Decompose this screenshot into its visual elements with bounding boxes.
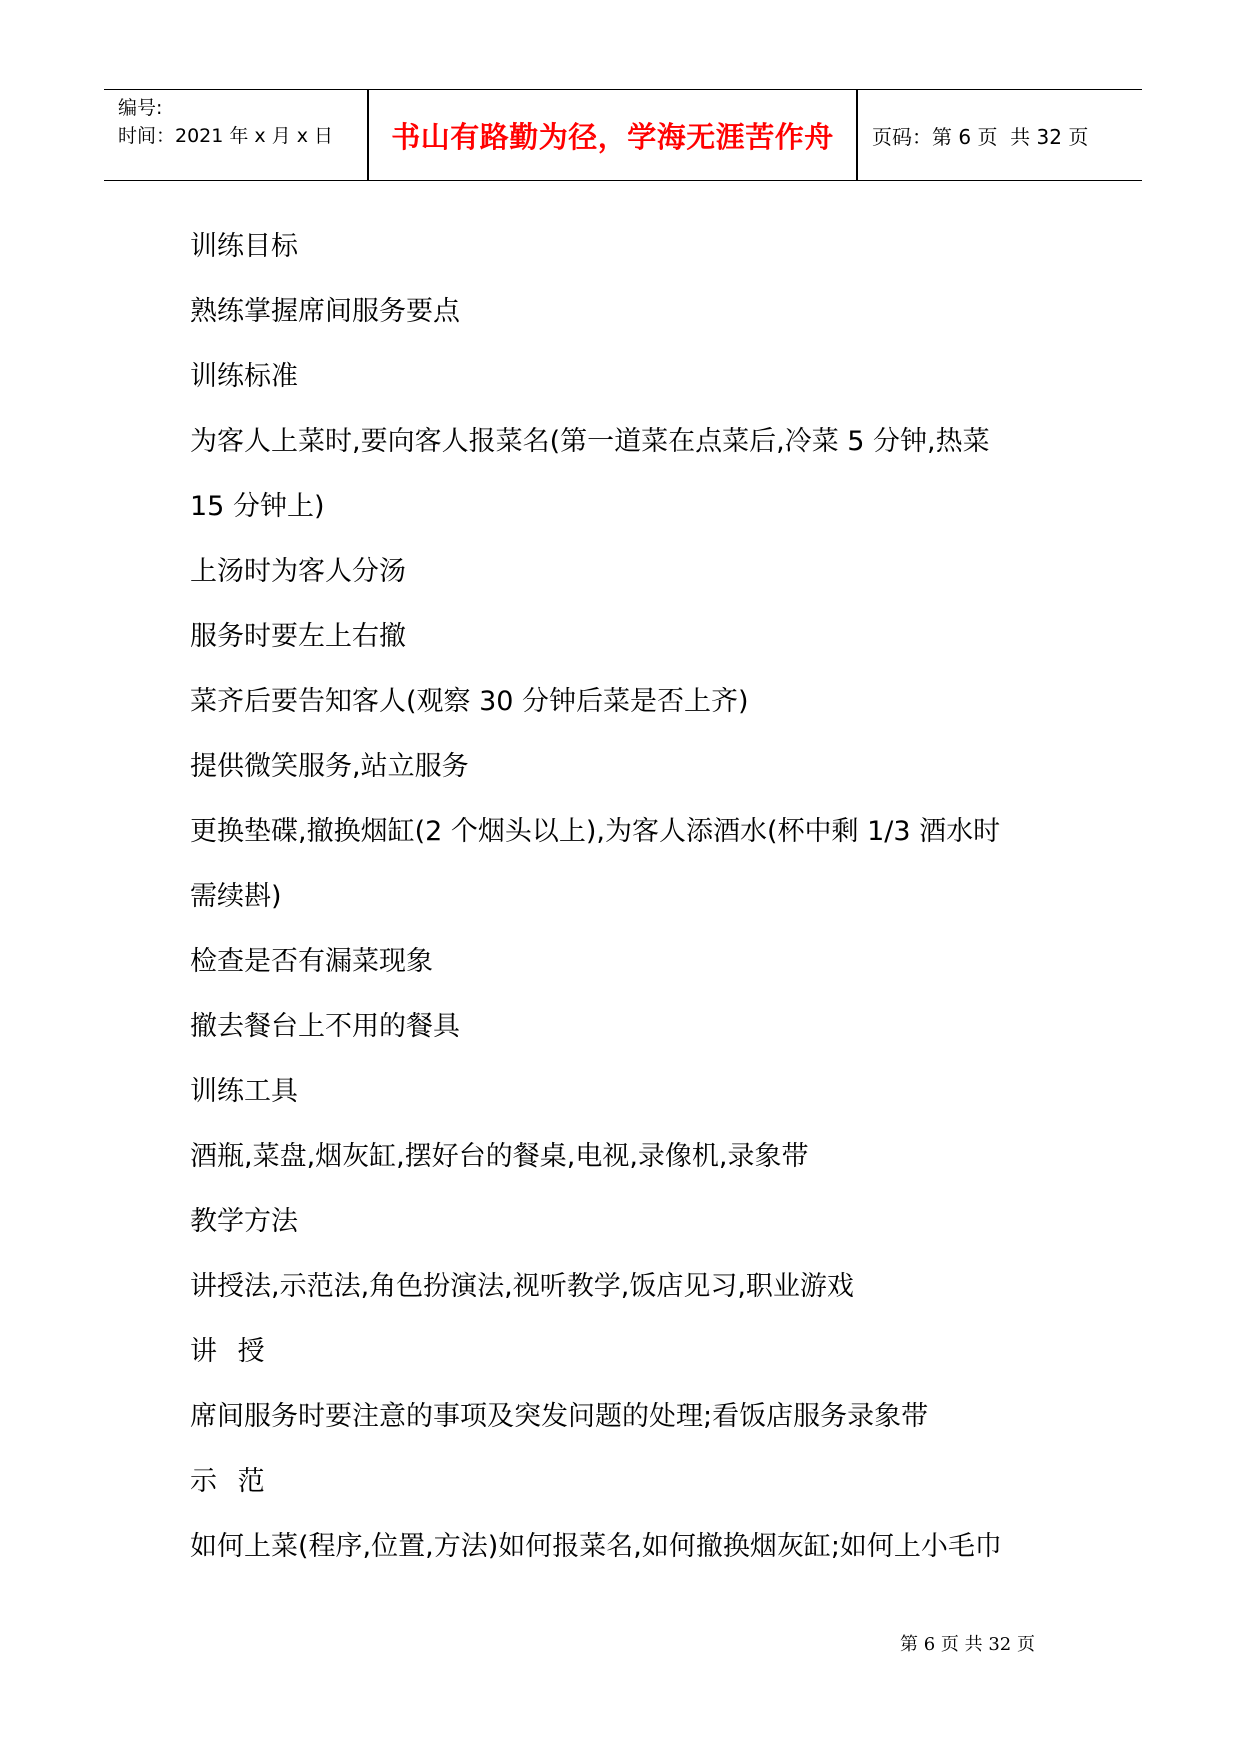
body-line: 上汤时为客人分汤 xyxy=(190,556,406,587)
body-line: 服务时要左上右撤 xyxy=(190,621,406,652)
document-time-label: 时间：2021 年 x 月 x 日 xyxy=(118,125,334,147)
header-meta xyxy=(118,94,333,150)
section-heading-goal: 训练目标 xyxy=(190,231,298,262)
body-line: 讲授法,示范法,角色扮演法,视听教学,饭店见习,职业游戏 xyxy=(190,1271,854,1302)
body-line: 提供微笑服务,站立服务 xyxy=(190,751,469,782)
body-line: 需续斟) xyxy=(190,881,282,912)
section-heading-methods: 教学方法 xyxy=(190,1206,298,1237)
body-line: 席间服务时要注意的事项及突发问题的处理;看饭店服务录象带 xyxy=(190,1401,929,1432)
body-line: 如何上菜(程序,位置,方法)如何报菜名,如何撤换烟灰缸;如何上小毛巾 xyxy=(190,1531,1002,1562)
page-footer: 第 6 页 共 32 页 xyxy=(900,1634,1035,1655)
header-page-code: 页码：第 6 页 共 32 页 xyxy=(872,124,1089,149)
header-divider-right xyxy=(856,90,858,180)
section-heading-tools: 训练工具 xyxy=(190,1076,298,1107)
body-line: 酒瓶,菜盘,烟灰缸,摆好台的餐桌,电视,录像机,录象带 xyxy=(190,1141,809,1172)
section-heading-demo: 示 范 xyxy=(190,1466,271,1497)
body-line: 更换垫碟,撤换烟缸(2 个烟头以上),为客人添酒水(杯中剩 1/3 酒水时 xyxy=(190,816,1001,847)
section-heading-lecture: 讲 授 xyxy=(190,1336,271,1367)
document-body xyxy=(190,214,1070,1579)
section-heading-standard: 训练标准 xyxy=(190,361,298,392)
body-line: 为客人上菜时,要向客人报菜名(第一道菜在点菜后,冷菜 5 分钟,热菜 xyxy=(190,426,990,457)
header-motto: 书山有路勤为径，学海无涯苦作舟 xyxy=(391,119,834,154)
body-line: 撤去餐台上不用的餐具 xyxy=(190,1011,460,1042)
body-line: 熟练掌握席间服务要点 xyxy=(190,296,460,327)
document-number-label: 编号: xyxy=(118,97,163,119)
body-line: 检查是否有漏菜现象 xyxy=(190,946,433,977)
body-line: 菜齐后要告知客人(观察 30 分钟后菜是否上齐) xyxy=(190,686,749,717)
page-header xyxy=(104,89,1142,181)
body-line: 15 分钟上) xyxy=(190,491,325,522)
